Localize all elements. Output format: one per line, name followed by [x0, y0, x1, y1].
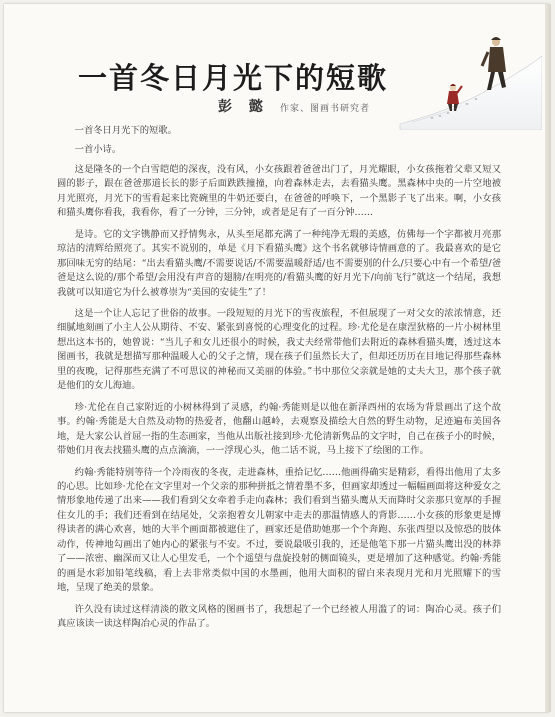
paragraph: 这是隆冬的一个白雪皑皑的深夜，没有风，小女孩跟着爸爸出门了，月光耀眼，小女孩拖着父辈又短又圆的影子，跟在爸爸那道长长的影子后面跌跌撞撞，向着森林走去，去看猫头鹰。黑森林中央的一片空地被月光照亮，月光下的雪看起来比瓷碗里的牛奶还要白，在爸爸的呼唤下，一个黑影子飞了出来。啊，小女孩和猫头鹰你看我，我看你，看了一分钟，三分钟，或者是足有了一百分钟……: [57, 163, 501, 219]
snowy-hill-illustration: [392, 20, 542, 130]
author-name: 彭 懿: [218, 99, 269, 115]
author-role: 作家、图画书研究者: [279, 104, 370, 114]
father-figure: [482, 37, 506, 90]
paragraph: 一首小诗。: [74, 144, 122, 156]
paragraph: 一首冬日月光下的短歌。: [74, 125, 177, 136]
article-title: 一首冬日月光下的短歌: [78, 61, 389, 95]
paragraph: 约翰·秀能特别等待一个冷雨夜的冬夜，走进森林，重拾记忆……他画得确实是精彩，看得出他用了太多的心思。比如珍·尤伦在文字里对一个父亲的那种拼抵之情着墨不多，但画家却透过一幅幅画面将这种爱女之情形象地传递了出来——我们看到父女牵着手走向森林；我们看到当猫头鹰从天而降时父亲那只宽厚的手握住女儿的手；我们还看到在结尾处，父亲抱着女儿朝家中走去的那温情感人的背影……小女孩的形象更是博得读者的满心欢喜，她的大半个画面都被遮住了，画家还是借助她那一个个奔跑、东张西望以及惊恐的肢体动作，传神地勾画出了她内心的紧张与不安。不过，要说最吸引我的，还是他笔下那一片猫头鹰出没的林莽了——浓密、幽深而又让人心里发毛，一个个遥望与盘旋投射的侧面镜头，更是增加了这种感觉。约翰·秀能的画是水彩加铅笔线稿，看上去非常类似中国的水墨画，他用大面积的留白来表现月光和月光照耀下的雪地，呈现了绝美的景象。: [57, 466, 501, 594]
paragraph: 许久没有读过这样清淡的散文风格的图画书了，我想起了一个已经被人用滥了的词：陶冶心灵。孩子们真应该读一读这样陶冶心灵的作品了。: [57, 603, 501, 630]
paragraph: 是诗。它的文字镌静而又抒情隽永，从头至尾都充满了一种纯净无瑕的美感，仿佛每一个字都被月亮那琼洁的清辉给照亮了。其实不说别的，单是《月下看猫头鹰》这个书名就够诗情画意的了。我最喜欢的是它那回味无穷的结尾：“出去看猫头鹰/不需要说话/不需要温暖舒适/也不需要别的什么/只要心中有一个希望/爸爸是这么说的/那个希望/会用没有声音的翅膀/在明亮的/看猫头鹰的好月光下/向前飞行”就这一个结尾，我想我就可以知道它为什么被尊崇为“美国的安徒生”了！: [57, 228, 501, 298]
article-body: [57, 124, 501, 639]
paragraph: 这是一个让人忘记了世俗的故事。一段短短的月光下的雪夜旅程，不但展现了一对父女的浓浓情意，还细腻地刻画了小主人公从期待、不安、紧张到喜悦的心理变化的过程。珍·尤伦是在康涅狄格的一片小树林里想出这本书的，她曾说：“当儿子和女儿还很小的时候，我丈夫经常带他们去附近的森林看猫头鹰，透过这本图画书，我就是想描写那种温暖人心的父子之情，现在孩子们虽然长大了，但却还历历在目地记得那些森林里的夜晚，记得那些充满了不可思议的神秘而又美丽的体验。”书中那位父亲就是她的丈夫大卫，那个孩子就是他们的女儿海迪。: [57, 307, 501, 392]
paragraph: 珍·尤伦在自己家附近的小树林得到了灵感，约翰·秀能则是以他在新泽西州的农场为背景画出了这个故事。约翰·秀能是大自然及动物的热爱者，他翻山越岭，去观察及描绘大自然的野生动物，足迹遍布美国各地，是大家公认首屈一指的生态画家，当他从出版社接到珍·尤伦清新隽品的文字时，自己在孩子小的时候，带她们月夜去找猫头鹰的点点滴滴，一一浮现心头，他二话不说，马上接下了绘图的工作。: [57, 401, 501, 457]
page-spine: [545, 4, 551, 712]
byline: [218, 96, 370, 116]
